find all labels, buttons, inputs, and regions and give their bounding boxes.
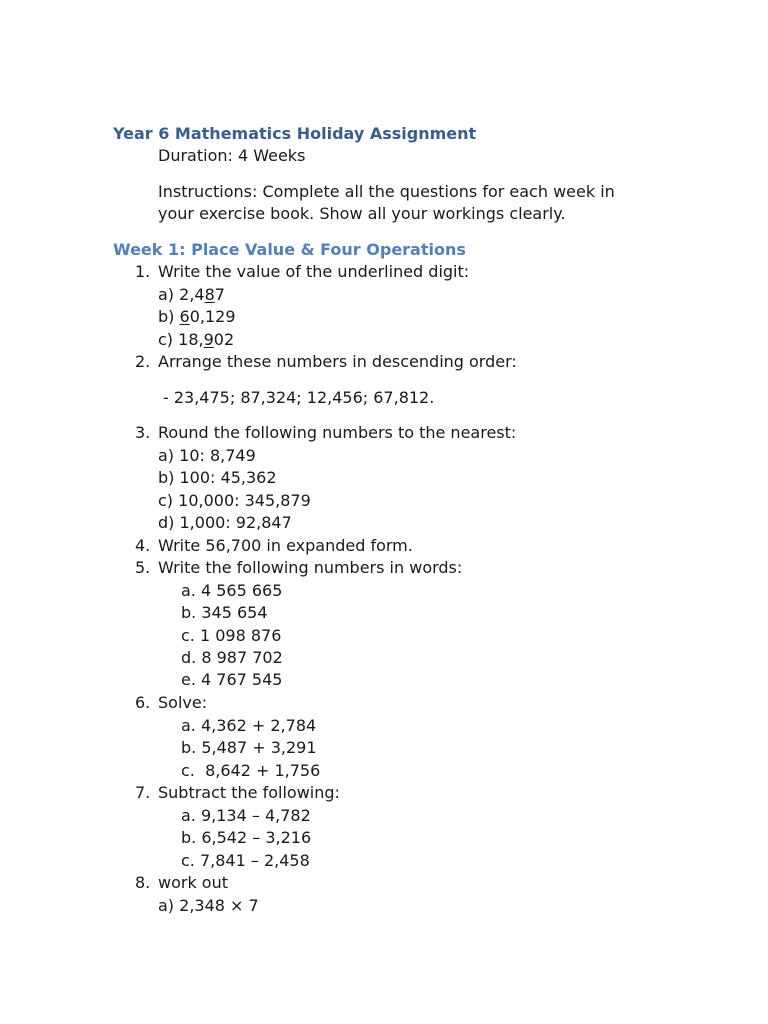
question-text: Write the value of the underlined digit: <box>158 262 470 281</box>
item-label: a) <box>158 446 175 465</box>
underlined-digit: 8 <box>204 285 215 304</box>
item-label: c. <box>181 761 195 780</box>
item-label: e. <box>181 670 196 689</box>
question-number: 6. <box>135 693 151 712</box>
item-label: d. <box>181 648 197 667</box>
item-label: a) <box>158 285 175 304</box>
number-list: - 23,475; 87,324; 12,456; 67,812. <box>163 388 435 407</box>
item-text: 9,134 – 4,782 <box>200 806 311 825</box>
item-text: 10: 8,749 <box>179 446 256 465</box>
question-number: 2. <box>135 352 151 371</box>
question-text: Write the following numbers in words: <box>158 558 463 577</box>
item-text: 10,000: 345,879 <box>178 491 311 510</box>
list-item <box>158 467 277 489</box>
question-number: 5. <box>135 558 151 577</box>
item-label: c) <box>158 491 174 510</box>
list-item <box>181 737 317 759</box>
item-text: 2,348 × 7 <box>179 896 259 915</box>
item-text: 6,542 – 3,216 <box>201 828 312 847</box>
list-item <box>181 805 311 827</box>
item-text: 8 987 702 <box>201 648 283 667</box>
item-text: 1,000: 92,847 <box>179 513 292 532</box>
item-text: 2,487 <box>179 285 225 304</box>
list-item <box>158 512 292 534</box>
question-number: 7. <box>135 783 151 802</box>
question-number: 1. <box>135 262 151 281</box>
list-item <box>181 669 282 691</box>
list-item <box>181 647 283 669</box>
list-item <box>158 895 259 917</box>
item-label: c. <box>181 626 195 645</box>
list-item <box>181 827 311 849</box>
item-text: 7,841 – 2,458 <box>199 851 310 870</box>
item-text: 18,902 <box>178 330 235 349</box>
item-text: 100: 45,362 <box>179 468 277 487</box>
week1-heading: Week 1: Place Value & Four Operations <box>113 240 466 259</box>
list-item <box>181 580 282 602</box>
underlined-digit: 9 <box>203 330 214 349</box>
list-item <box>158 445 256 467</box>
item-text: 345 654 <box>201 603 268 622</box>
item-label: b) <box>158 307 175 326</box>
item-label: c. <box>181 851 195 870</box>
question-text: Arrange these numbers in descending order: <box>158 352 517 371</box>
item-text: 4,362 + 2,784 <box>200 716 317 735</box>
question-text: Solve: <box>158 693 208 712</box>
list-item <box>181 850 310 872</box>
item-text: 5,487 + 3,291 <box>201 738 317 757</box>
item-label: d) <box>158 513 175 532</box>
item-label: b) <box>158 468 175 487</box>
question-text: Write 56,700 in expanded form. <box>158 536 413 555</box>
question-number: 3. <box>135 423 151 442</box>
list-item <box>181 625 281 647</box>
item-label: b. <box>181 738 197 757</box>
list-item <box>181 715 316 737</box>
list-item <box>158 284 225 306</box>
item-label: a) <box>158 896 175 915</box>
list-item <box>181 602 268 624</box>
list-item <box>158 490 311 512</box>
item-label: b. <box>181 603 197 622</box>
list-item <box>181 760 320 782</box>
list-item <box>158 329 234 351</box>
list-item <box>158 306 236 328</box>
duration-text: Duration: 4 Weeks <box>158 146 306 165</box>
item-label: c) <box>158 330 174 349</box>
item-label: b. <box>181 828 197 847</box>
item-text: 8,642 + 1,756 <box>199 761 321 780</box>
item-label: a. <box>181 806 196 825</box>
instructions-line-1: Instructions: Complete all the questions for each week in <box>158 182 615 201</box>
item-text: 4 767 545 <box>201 670 283 689</box>
item-text: 4 565 665 <box>200 581 283 600</box>
item-label: a. <box>181 716 196 735</box>
underlined-digit: 6 <box>179 307 190 326</box>
document-title: Year 6 Mathematics Holiday Assignment <box>113 124 477 143</box>
question-text: Round the following numbers to the nearest: <box>158 423 517 442</box>
item-label: a. <box>181 581 196 600</box>
question-number: 8. <box>135 873 151 892</box>
instructions-line-2: your exercise book. Show all your workings clearly. <box>158 204 566 223</box>
item-text: 1 098 876 <box>199 626 282 645</box>
item-text: 60,129 <box>179 307 236 326</box>
question-text: Subtract the following: <box>158 783 340 802</box>
question-text: work out <box>158 873 229 892</box>
question-number: 4. <box>135 536 151 555</box>
